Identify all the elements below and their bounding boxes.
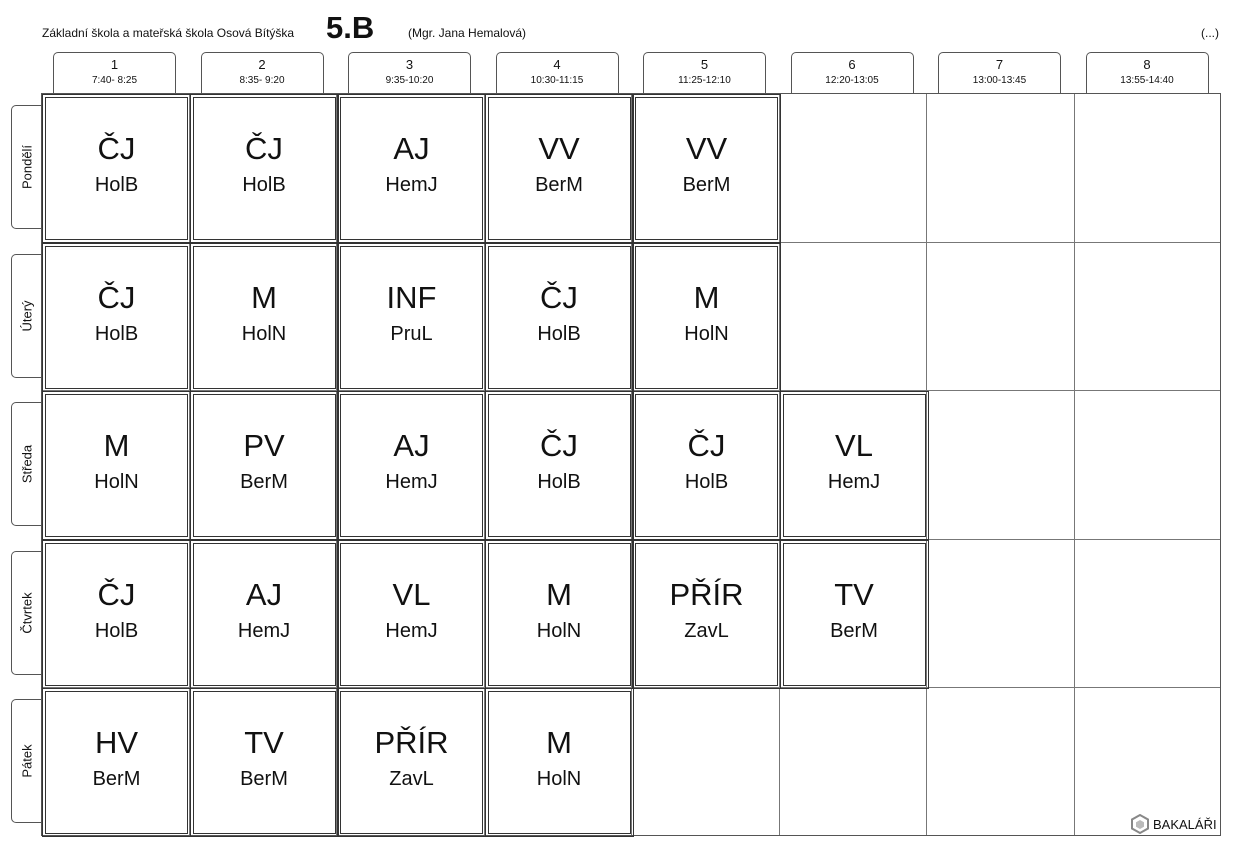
lesson-subject: ČJ: [687, 428, 726, 464]
lesson-subject: PŘÍR: [669, 576, 744, 612]
lesson-cell[interactable]: [45, 97, 188, 240]
lesson-teacher: HemJ: [385, 174, 438, 196]
lesson-teacher: BerM: [535, 174, 583, 196]
lesson-cell[interactable]: [635, 97, 778, 240]
lesson-teacher: HolB: [94, 174, 139, 196]
lesson-teacher: PruL: [390, 322, 433, 345]
day-label: Čtvrtek: [19, 592, 35, 634]
lesson-subject: INF: [386, 279, 437, 315]
day-tab-3: [11, 402, 42, 526]
lesson-cell[interactable]: [193, 246, 336, 389]
lesson-subject: VV: [685, 131, 728, 166]
lesson-teacher: HolB: [94, 322, 139, 345]
lesson-cell[interactable]: [488, 394, 631, 537]
lesson-cell[interactable]: [193, 97, 336, 240]
lesson-cell[interactable]: [340, 246, 483, 389]
lesson-teacher: HemJ: [827, 471, 881, 494]
lesson-cell[interactable]: [783, 543, 926, 686]
bakalari-logo: [1131, 814, 1217, 834]
period-number: 5: [700, 57, 709, 72]
period-tab-7: [938, 52, 1061, 93]
lesson-subject: ČJ: [97, 131, 136, 166]
grid-column-divider: [779, 94, 780, 835]
lesson-teacher: BerM: [92, 768, 141, 791]
period-number: 1: [110, 57, 119, 72]
lesson-subject: ČJ: [540, 279, 578, 315]
lesson-cell[interactable]: [488, 543, 631, 686]
lesson-subject: VL: [392, 576, 431, 612]
lesson-teacher: HolN: [684, 322, 729, 345]
lesson-subject: VL: [835, 428, 873, 464]
grid-column-divider: [484, 94, 485, 835]
period-time: 9:35-10:20: [385, 75, 434, 86]
lesson-subject: AJ: [393, 428, 430, 464]
more-link[interactable]: (...): [1201, 26, 1219, 40]
lesson-teacher: HemJ: [385, 619, 438, 642]
period-tab-6: [791, 52, 914, 93]
lesson-teacher: HolN: [536, 619, 582, 642]
lesson-cell[interactable]: [488, 97, 631, 240]
lesson-teacher: HemJ: [385, 471, 438, 494]
day-label: Středa: [19, 445, 35, 484]
timetable-grid: [41, 93, 1221, 836]
lesson-teacher: HolN: [94, 471, 139, 494]
lesson-teacher: HolB: [537, 471, 581, 494]
lesson-cell[interactable]: [193, 543, 336, 686]
lesson-teacher: HolN: [241, 322, 287, 345]
lesson-subject: AJ: [393, 131, 430, 166]
day-label: Pátek: [19, 744, 35, 779]
period-number: 7: [995, 57, 1004, 72]
lesson-teacher: BerM: [682, 174, 731, 196]
lesson-teacher: ZavL: [389, 768, 434, 791]
lesson-subject: AJ: [245, 576, 283, 612]
lesson-subject: M: [251, 279, 277, 315]
period-tab-1: [53, 52, 176, 93]
grid-column-divider: [189, 94, 190, 835]
lesson-teacher: BerM: [240, 768, 288, 791]
period-time: 12:20-13:05: [825, 75, 879, 86]
lesson-teacher: HolB: [94, 619, 139, 642]
period-tab-4: [496, 52, 619, 93]
lesson-cell[interactable]: [635, 543, 778, 686]
class-title: 5.B: [326, 10, 375, 45]
lesson-subject: TV: [244, 725, 284, 761]
lesson-cell[interactable]: [340, 394, 483, 537]
lesson-subject: PŘÍR: [374, 725, 449, 761]
lesson-cell[interactable]: [45, 246, 188, 389]
lesson-subject: M: [103, 428, 130, 464]
lesson-teacher: BerM: [240, 471, 288, 494]
lesson-subject: PV: [243, 428, 285, 464]
grid-column-divider: [926, 94, 927, 835]
period-tab-5: [643, 52, 766, 93]
grid-row-divider: [42, 687, 1220, 688]
day-label: Pondělí: [19, 144, 35, 190]
lesson-cell[interactable]: [340, 543, 483, 686]
school-name: Základní škola a mateřská škola Osová Bítýška: [42, 26, 295, 40]
grid-row-divider: [42, 390, 1220, 391]
lesson-subject: M: [693, 279, 720, 315]
lesson-teacher: HolN: [536, 768, 582, 791]
lesson-cell[interactable]: [488, 691, 631, 834]
grid-row-divider: [42, 539, 1220, 540]
lesson-cell[interactable]: [488, 246, 631, 389]
lesson-teacher: HemJ: [237, 619, 291, 642]
lesson-subject: ČJ: [540, 428, 578, 464]
period-number: 2: [258, 57, 266, 72]
period-number: 4: [553, 57, 561, 72]
lesson-subject: ČJ: [97, 279, 136, 315]
lesson-teacher: ZavL: [684, 619, 729, 642]
lesson-subject: ČJ: [245, 131, 283, 166]
period-number: 8: [1143, 57, 1151, 72]
period-time: 7:40- 8:25: [91, 75, 138, 86]
period-time: 10:30-11:15: [530, 75, 584, 86]
grid-row-divider: [42, 242, 1220, 243]
lesson-teacher: HolB: [684, 471, 729, 494]
lesson-subject: M: [546, 725, 572, 761]
lesson-subject: TV: [834, 576, 874, 612]
lesson-cell[interactable]: [45, 394, 188, 537]
day-tab-4: [11, 551, 42, 675]
period-tab-2: [201, 52, 324, 93]
lesson-subject: M: [546, 576, 572, 612]
logo-text: BAKALÁŘI: [1153, 816, 1217, 832]
lesson-subject: HV: [94, 725, 139, 761]
day-tab-2: [11, 254, 42, 378]
day-tab-1: [11, 105, 42, 229]
lesson-cell[interactable]: [340, 97, 483, 240]
grid-column-divider: [1074, 94, 1075, 835]
lesson-cell[interactable]: [635, 394, 778, 537]
period-number: 6: [848, 57, 856, 72]
period-tab-3: [348, 52, 471, 93]
period-tab-8: [1086, 52, 1209, 93]
day-label: Úterý: [19, 300, 35, 332]
period-number: 3: [405, 57, 414, 72]
lesson-subject: VV: [538, 131, 580, 166]
lesson-cell[interactable]: [193, 691, 336, 834]
lesson-cell[interactable]: [45, 543, 188, 686]
period-time: 13:55-14:40: [1120, 75, 1174, 86]
period-time: 13:00-13:45: [972, 75, 1027, 86]
lesson-teacher: BerM: [830, 619, 878, 642]
lesson-teacher: HolB: [537, 322, 581, 345]
lesson-teacher: HolB: [242, 174, 286, 196]
lesson-cell[interactable]: [193, 394, 336, 537]
lesson-cell[interactable]: [340, 691, 483, 834]
period-time: 8:35- 9:20: [239, 75, 285, 86]
hexagon-icon: [1131, 814, 1149, 834]
day-tab-5: [11, 699, 42, 823]
lesson-subject: ČJ: [97, 576, 136, 612]
lesson-cell[interactable]: [45, 691, 188, 834]
lesson-cell[interactable]: [635, 246, 778, 389]
lesson-cell[interactable]: [783, 394, 926, 537]
grid-column-divider: [336, 94, 337, 835]
class-teacher: (Mgr. Jana Hemalová): [408, 26, 527, 40]
period-time: 11:25-12:10: [678, 75, 731, 86]
grid-column-divider: [631, 94, 632, 835]
